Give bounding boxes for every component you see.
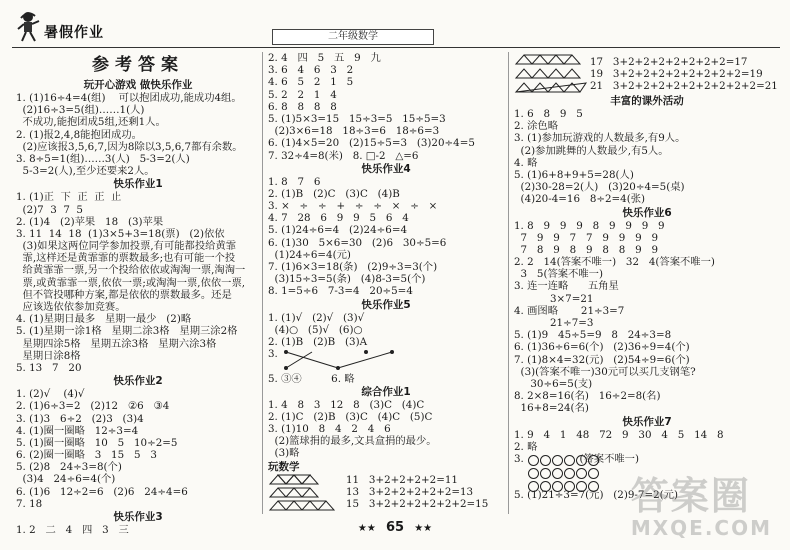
section-heading: 快乐作业4 <box>361 162 411 175</box>
answer-line: 1. 6 8 9 5 <box>514 108 583 120</box>
answer-line: 5. ③④ 6. 略 <box>268 372 355 385</box>
answer-line: 1. (1)正 下 正 正 止 <box>16 191 122 204</box>
answer-line: 4. 7 28 6 9 9 5 6 4 <box>268 212 409 225</box>
answer-line: 3. <box>268 348 278 361</box>
answer-line: (4)○ (5)√ (6)○ <box>268 323 363 336</box>
answer-line: 2. (1)6÷3=2 (2)12 ②6 ③4 <box>16 400 170 413</box>
triangle-pattern-block <box>268 474 504 512</box>
answer-line: 2. 4 四 5 五 9 九 <box>268 52 381 64</box>
answer-line: 6. (1)4×5=20 (2)15÷5=3 (3)20÷4=5 <box>268 137 475 150</box>
answer-line: 1. 8 9 9 9 8 9 9 9 9 <box>514 219 665 232</box>
answer-line: 3. (1)3 6÷2 (2)3 (3)4 <box>16 412 144 425</box>
answer-line: 星期日涂8格 <box>16 349 81 362</box>
answer-line: (2)3×6=18 18÷3=6 18÷6=3 <box>268 125 440 138</box>
answer-line: 霏,这样还是黄霏霏的票数最多;也有可能一个投 <box>16 252 236 265</box>
answer-column-2 <box>268 52 504 512</box>
answer-line: 星期四涂5格 星期五涂3格 星期六涂3格 <box>16 337 217 350</box>
answer-line: 3. 6 4 6 3 2 <box>268 64 354 77</box>
answer-line: 13 3+2+2+2+2+2=13 <box>346 485 474 498</box>
answer-line: 21÷7=3 <box>514 317 594 329</box>
answer-line: 6. 8 8 8 8 <box>268 100 337 113</box>
answer-line: 7 9 9 7 7 9 9 9 9 <box>514 231 659 244</box>
answer-line: 但不管投哪种方案,都是依依的票数最多。还是 <box>16 288 232 301</box>
section-heading: 快乐作业3 <box>113 511 163 523</box>
answer-line: 票,或黄霏霏一票,依依一票;或淘淘一票,依依一票, <box>16 276 246 289</box>
answer-line: 15 3+2+2+2+2+2+2=15 <box>346 498 489 510</box>
answer-line: 6. (2)圈一圈略 3 15 5 3 <box>16 449 157 462</box>
triangle-pattern-icon <box>514 54 588 94</box>
answer-line: 2. (1)报2,4,8能抱团成功。 <box>16 128 142 141</box>
page-number: 65 <box>385 520 405 535</box>
triangle-pattern-block <box>514 52 780 94</box>
answer-line: 4. (1)圈一圈略 12÷3=4 <box>16 424 139 437</box>
answer-line: 5. (1)6+8+9+5=28(人) <box>514 168 634 181</box>
answer-line: (3)(答案不唯一)30元可以买几支钢笔? <box>514 365 696 378</box>
header-divider <box>12 47 780 48</box>
answer-line: 5. (1)星期一涂1格 星期二涂3格 星期三涂2格 <box>16 325 238 338</box>
answer-line: 1. 8 7 6 <box>268 175 321 188</box>
circle-groups-diagram <box>528 455 600 494</box>
answer-line: 19 3+2+2+2+2+2+2+2+2=19 <box>590 68 763 81</box>
answer-line: 8. 1=5÷6 7-3=4 20÷5=4 <box>268 285 413 298</box>
answer-line: 2. (1)4 (2)苹果 18 (3)苹果 <box>16 215 164 228</box>
answer-line: 1. 2 二 4 四 3 三 <box>16 524 129 536</box>
page-title: 参考答案 <box>92 55 184 75</box>
answer-line: 6. (1)30 5×6=30 (2)6 30÷5=6 <box>268 236 447 249</box>
answer-line: (3)如果这两位同学参加投票,有可能都投给黄霏 <box>16 240 237 253</box>
answer-line: 不成功,能抱团成5组,还剩1人。 <box>16 116 166 129</box>
section-heading: 快乐作业7 <box>622 415 672 428</box>
triangle-pattern-icon <box>268 474 338 512</box>
answer-line: 3. 8÷5=1(组)……3(人) 5-3=2(人) <box>16 152 190 165</box>
answer-line: 5. 2 2 1 4 <box>268 88 337 101</box>
answer-line: 2. 涂色略 <box>514 120 558 133</box>
answer-line: (3)15÷3=5(条) (4)8-3=5(个) <box>268 273 426 286</box>
answer-line: 5. (1)24÷6=4 (2)24÷6=4 <box>268 224 408 237</box>
answer-line: 11 3+2+2+2+2=11 <box>346 473 458 486</box>
section-heading: 快乐作业1 <box>113 178 163 191</box>
answer-lines <box>16 388 260 510</box>
answer-lines <box>16 191 260 374</box>
answer-line: 2. (1)B (2)C (3)C (4)B <box>268 187 400 200</box>
grade-subject-label: 二年级数学 <box>272 29 434 45</box>
answer-line: 7 8 9 8 9 8 8 9 9 <box>514 243 659 256</box>
answer-line: 7. 18 <box>16 497 43 510</box>
answer-line: 5. (1)9 45÷5=9 8 24÷3=8 <box>514 329 672 342</box>
answer-line: (2)30-28=2(人) (3)20÷4=5(桌) <box>514 181 685 194</box>
brand-logo <box>14 8 174 44</box>
answer-line: 3. × ÷ ÷ + ÷ ÷ × ÷ × <box>268 200 438 213</box>
answer-line: 2. 2 14(答案不唯一) 32 4(答案不唯一) <box>514 256 715 269</box>
answer-line: 6. (1)36÷6=6(个) (2)36÷9=4(个) <box>514 341 690 354</box>
answer-line: 6. (1)6 12÷2=6 (2)6 24÷4=6 <box>16 485 188 498</box>
section-heading: 快乐作业5 <box>361 298 411 311</box>
answer-column-1 <box>16 52 260 536</box>
page-header <box>0 0 790 48</box>
answer-line: 7. (1)8×4=32(元) (2)54÷9=6(个) <box>514 353 690 366</box>
answer-line: 3 5(答案不唯一) <box>514 268 603 281</box>
pattern-equations <box>346 474 488 511</box>
answer-line: 5. (1)5×3=15 15÷3=5 15÷5=3 <box>268 112 446 125</box>
answer-line: (2)7 3 7 5 <box>16 203 83 216</box>
mascot-icon <box>16 10 42 42</box>
answer-lines <box>268 399 504 460</box>
answer-line: 5. 13 7 20 <box>16 361 82 374</box>
answer-line: 给黄霏霏一票,另一个投给依依或淘淘一票,淘淘一 <box>16 264 246 277</box>
answer-line: 8. 2×8=16(名) 16÷2=8(名) <box>514 390 661 403</box>
answer-line: 应该选依依参加竞赛。 <box>16 301 126 313</box>
answer-line: 1. 4 8 3 12 8 (3)C (4)C <box>268 398 425 411</box>
footer-stars-left: ★★ <box>357 523 376 534</box>
answer-line: 17 3+2+2+2+2+2+2+2=17 <box>590 56 748 68</box>
answer-line: 1. (1)√ (2)√ (3)√ <box>268 311 365 324</box>
brand-text: 暑假作业 <box>44 25 104 41</box>
answer-line: (2)篮球捐的最多,文具盒捐的最少。 <box>268 435 437 448</box>
answer-line: 4. (1)星期日最多 星期一最少 (2)略 <box>16 313 192 326</box>
answer-line: 4. 画图略 21÷3=7 <box>514 304 625 317</box>
answer-line: 1. (2)√ (4)√ <box>16 388 85 401</box>
answer-line: 2. 略 <box>514 440 538 453</box>
answer-line: 7. (1)6×3=18(条) (2)9÷3=3(个) <box>268 261 438 273</box>
answer-lines <box>514 220 780 415</box>
answer-line: (1)24÷6=4(元) <box>268 248 351 261</box>
answer-line: 3. 11 14 18 (1)3×5+3=18(票) (2)依依 <box>16 227 225 240</box>
section-heading: 综合作业1 <box>361 385 411 398</box>
answer-lines <box>268 52 504 162</box>
answer-line: (2)应该报3,5,6,7,因为8除以3,5,6,7都有余数。 <box>16 140 243 153</box>
answer-line: 16+8=24(名) <box>514 402 589 415</box>
pattern-equations <box>590 56 778 93</box>
answer-line: 4. 6 5 2 1 5 <box>268 76 354 89</box>
answer-column-3 <box>514 52 780 502</box>
answer-line: 5. (1)21÷3=7(元) (2)9-7=2(元) <box>514 489 678 502</box>
answer-line: (2)参加跳舞的人数最少,有5人。 <box>514 144 669 157</box>
section-heading: 玩数学 <box>268 460 300 473</box>
answer-lines <box>514 108 780 206</box>
answer-line: 1. (1)16÷4=4(组) 可以抱团成功,能成功4组。 <box>16 92 242 104</box>
answer-line: 4. 略 <box>514 156 538 169</box>
section-heading: 快乐作业6 <box>622 206 672 219</box>
answer-line: 5. (1)圈一圈略 10 5 10÷2=5 <box>16 436 178 449</box>
answer-line: 3. (答案不唯一) <box>514 452 639 465</box>
answer-line: 3. 连一连略 五角星 <box>514 280 619 293</box>
answer-lines <box>16 92 260 177</box>
footer-stars-right: ★★ <box>414 523 433 534</box>
section-heading: 丰富的课外活动 <box>610 95 684 107</box>
answer-line: (4)20-4=16 8÷2=4(张) <box>514 193 646 206</box>
column-divider-1 <box>262 52 263 514</box>
answer-line: 2. (1)C (2)B (3)C (4)C (5)C <box>268 410 433 423</box>
section-heading: 玩开心游戏 做快乐作业 <box>83 79 193 91</box>
answer-line: 7. 32÷4=8(米) 8. □-2 △=6 <box>268 149 419 162</box>
answer-line: (3)4 24÷6=4(个) <box>16 473 116 486</box>
watermark <box>631 465 772 540</box>
answer-line: 21 3+2+2+2+2+2+2+2+2+2=21 <box>590 80 778 93</box>
answer-line: 3. (1)10 8 4 2 4 6 <box>268 423 391 436</box>
answer-line: 2. (1)B (2)B (3)A <box>268 335 368 348</box>
dot-diagram <box>282 348 402 372</box>
answer-line: 5-3=2(人),至少还要来2人。 <box>16 165 155 178</box>
answer-line: 3×7=21 <box>514 292 594 305</box>
answer-line: 1. 9 4 1 48 72 9 30 4 5 14 8 <box>514 428 724 441</box>
watermark-url: MXQE.COM <box>630 516 772 540</box>
column-divider-2 <box>508 52 509 514</box>
answer-line: 3. (1)参加玩游戏的人数最多,有9人。 <box>514 132 686 145</box>
watermark-text: 答案圈 <box>630 474 751 518</box>
answer-lines <box>268 176 504 298</box>
answer-line: (2)16÷3=5(组)……1(人) <box>16 104 145 117</box>
section-heading: 快乐作业2 <box>113 375 163 388</box>
answer-line: 5. (2)8 24÷3=8(个) <box>16 461 122 474</box>
answer-line: (3)略 <box>268 447 300 460</box>
answer-line: 30÷6=5(支) <box>514 377 593 390</box>
